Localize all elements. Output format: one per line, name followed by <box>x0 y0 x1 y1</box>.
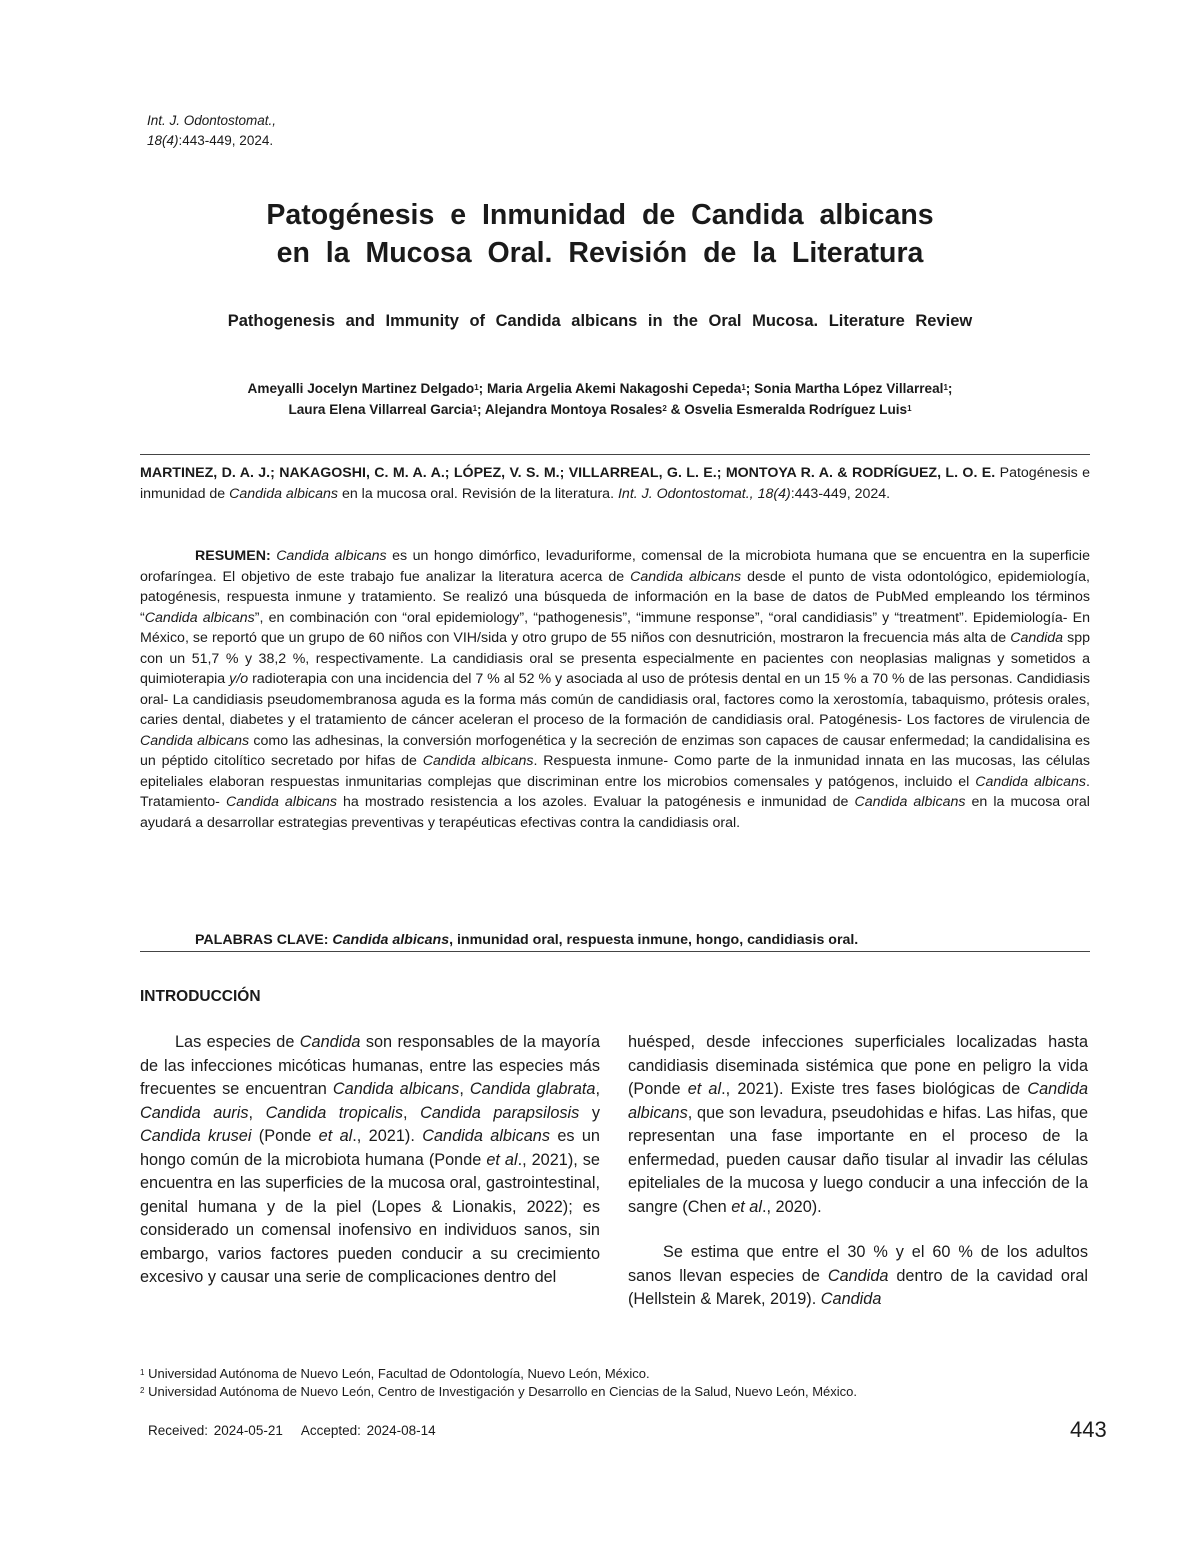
received-date: Received: 2024-05-21 <box>148 1423 283 1438</box>
submission-dates <box>148 1423 436 1438</box>
body-column-right <box>628 1031 1088 1312</box>
abstract: RESUMEN: Candida albicans es un hongo dimórfico, levaduriforme, comensal de la microbiota humana que se encuentra en la superficie orofaríngea. El objetivo de este trabajo fue analizar la literatura acerca de Candida albicans desde el punto de vista odontológico, epidemiología, patogénesis, respuesta inmune y tratamiento. Se realizó una búsqueda de información en la base de datos de PubMed empleando los términos “Candida albicans”, en combinación con “oral epidemiology”, “pathogenesis”, “immune response”, “oral candidiasis” y “treatment”. Epidemiología- En México, se reportó que un grupo de 60 niños con VIH/sida y otro grupo de 55 niños con desnutrición, mostraron la frecuencia más alta de Candida spp con un 51,7 % y 38,2 %, respectivamente. La candidiasis oral se presenta especialmente en pacientes con neoplasias malignas y sometidos a quimioterapia y/o radioterapia con una incidencia del 7 % al 52 % y asociada al uso de prótesis dental en un 15 % a 70 % de las personas. Candidiasis oral- La candidiasis pseudomembranosa aguda es la forma más común de candidiasis oral, factores como la xerostomía, tabaquismo, prótesis orales, caries dental, diabetes y el tratamiento de cáncer aceleran el proceso de la formación de candidiasis oral. Patogénesis- Los factores de virulencia de Candida albicans como las adhesinas, la conversión morfogenética y la secreción de enzimas son capaces de causar enfermedad; la candidalisina es un péptido citolítico secretado por hifas de Candida albicans. Respuesta inmune- Como parte de la inmunidad innata en las mucosas, las células epiteliales elaboran respuestas inmunitarias complejas que discriminan entre los microbios comensales y patógenos, incluido el Candida albicans. Tratamiento- Candida albicans ha mostrado resistencia a los azoles. Evaluar la patogénesis e inmunidad de Candida albicans en la mucosa oral ayudará a desarrollar estrategias preventivas y terapéuticas efectivas contra la candidiasis oral. <box>140 548 1091 831</box>
title-english: Pathogenesis and Immunity of Candida albicans in the Oral Mucosa. Literature Review <box>227 312 973 330</box>
paragraph: Se estima que entre el 30 % y el 60 % de los adultos sanos llevan especies de Candida dentro de la cavidad oral (Hellstein & Marek, 2019). Candida <box>628 1243 1088 1308</box>
journal-name: Int. J. Odontostomat., <box>147 113 277 128</box>
author-list: Ameyalli Jocelyn Martinez Delgado$^1$; Maria Argelia Akemi Nakagoshi Cepeda$^1$; Sonia Martha López Villarreal$^1$; Laura Elena Villarreal Garcia$^1$; Alejandra Montoya Rosales$^2$ & Osvelia Esmeralda Rodríguez Luis$^1$ <box>247 381 953 417</box>
title-line-2: en la Mucosa Oral. Revisión de la Literatura <box>276 237 924 269</box>
journal-header <box>147 111 276 151</box>
title-line-1: Patogénesis e Inmunidad de Candida albicans <box>266 199 934 231</box>
paragraph: huésped, desde infecciones superficiales localizadas hasta candidiasis diseminada sistémica que pone en peligro la vida (Ponde et al., 2021). Existe tres fases biológicas de Candida albicans, que son levadura, pseudohidas e hifas. Las hifas, que representan una fase importante en el proceso de la enfermedad, pueden causar daño tisular al invadir las células epiteliales de la mucosa y luego conducir a una infección de la sangre (Chen et al., 2020). <box>628 1033 1089 1216</box>
body-column-left <box>140 1031 600 1290</box>
footnote-2: $^2$ Universidad Autónoma de Nuevo León, Centro de Investigación y Desarrollo en Ciencias de la Salud, Nuevo León, México. <box>140 1384 857 1399</box>
abstract-label: RESUMEN: <box>195 548 271 564</box>
footnote-1: $^1$ Universidad Autónoma de Nuevo León, Facultad de Odontología, Nuevo León, México. <box>140 1366 650 1381</box>
section-heading: INTRODUCCIÓN <box>140 988 261 1005</box>
page-number: 443 <box>1070 1417 1107 1442</box>
citation: MARTINEZ, D. A. J.; NAKAGOSHI, C. M. A. A.; LÓPEZ, V. S. M.; VILLARREAL, G. L. E.; MONTOYA R. A. & RODRÍGUEZ, L. O. E. Patogénesis e inmunidad de Candida albicans en la mucosa oral. Revisión de la literatura. Int. J. Odontostomat., 18(4):443-449, 2024. <box>140 465 1091 502</box>
title-spanish <box>140 196 1060 272</box>
divider-bottom <box>140 951 1090 952</box>
keywords: PALABRAS CLAVE: Candida albicans, inmunidad oral, respuesta inmune, hongo, candidiasis oral. <box>195 932 859 948</box>
journal-volume: 18(4):443-449, 2024. <box>147 133 274 148</box>
accepted-date: Accepted: 2024-08-14 <box>300 1423 436 1438</box>
paragraph: Las especies de Candida son responsables de la mayoría de las infecciones micóticas humanas, entre las especies más frecuentes se encuentran Candida albicans, Candida glabrata, Candida auris, Candida tropicalis, Candida parapsilosis y Candida krusei (Ponde et al., 2021). Candida albicans es un hongo común de la microbiota humana (Ponde et al., 2021), se encuentra en las superficies de la mucosa oral, gastrointestinal, genital humana y de la piel (Lopes & Lionakis, 2022); es considerado un comensal inofensivo en individuos sanos, sin embargo, varios factores pueden conducir a su crecimiento excesivo y causar una serie de complicaciones dentro del <box>140 1033 601 1286</box>
divider-top <box>140 454 1090 455</box>
